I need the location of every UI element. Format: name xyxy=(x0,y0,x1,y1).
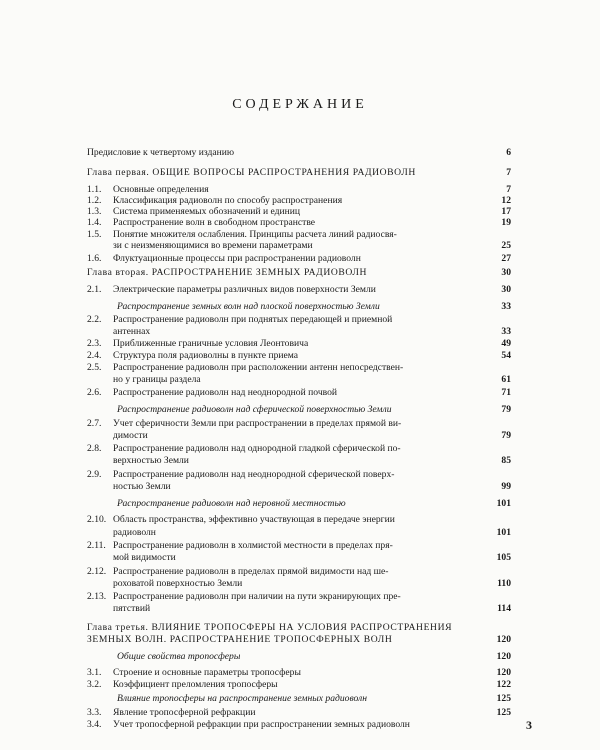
toc-page-number: 6 xyxy=(506,147,511,158)
toc-entry-text: димости xyxy=(113,430,148,441)
toc-page-number: 7 xyxy=(506,184,511,195)
toc-page-number: 101 xyxy=(496,527,511,538)
toc-entry-text: верхностью Земли xyxy=(113,455,189,466)
toc-section-number: 1.5. xyxy=(87,229,102,240)
toc-section-number: 1.1. xyxy=(87,184,102,195)
toc-entry-text: Учет тропосферной рефракции при распространении земных радиоволн xyxy=(113,719,410,730)
toc-section-number: 2.2. xyxy=(87,314,102,325)
toc-entry-text: Распространение радиоволн над неоднородной почвой xyxy=(113,387,338,398)
toc-page-number: 120 xyxy=(496,634,511,645)
toc-section-number: 3.4. xyxy=(87,719,102,730)
toc-subheading: Распространение радиоволн над неровной местностью xyxy=(117,498,346,509)
toc-section-number: 2.9. xyxy=(87,469,102,480)
toc-section-number: 2.8. xyxy=(87,443,102,454)
toc-page-number: 105 xyxy=(496,552,511,563)
toc-page-number: 79 xyxy=(501,404,511,415)
toc-entry-text: Распространение радиоволн в холмистой местности в пределах пря- xyxy=(113,540,393,551)
toc-chapter-title: Глава третья. ВЛИЯНИЕ ТРОПОСФЕРЫ НА УСЛОВИЯ РАСПРОСТРАНЕНИЯ xyxy=(87,622,453,633)
toc-entry-text: Распространение радиоволн над неоднородной сферической поверх- xyxy=(113,469,395,480)
toc-page-number: 125 xyxy=(496,707,511,718)
toc-section-number: 3.1. xyxy=(87,667,102,678)
toc-section-number: 2.3. xyxy=(87,338,102,349)
toc-entry-text: Явление тропосферной рефракции xyxy=(113,707,256,718)
toc-entry-text: мой видимости xyxy=(113,552,176,563)
toc-entry-text: Распространение радиоволн при поднятых передающей и приемной xyxy=(113,314,393,325)
toc-entry-text: Распространение радиоволн при расположении антенн непосредствен- xyxy=(113,362,404,373)
toc-page-number: 49 xyxy=(501,338,511,349)
toc-entry-text: но у границы раздела xyxy=(113,374,201,385)
toc-section-number: 2.7. xyxy=(87,418,102,429)
toc-page-number: 71 xyxy=(501,387,511,398)
toc-subheading: Влияние тропосферы на распространение земных радиоволн xyxy=(117,693,367,704)
toc-entry-text: Распространение волн в свободном пространстве xyxy=(113,217,316,228)
toc-section-number: 2.12. xyxy=(87,566,107,577)
toc-entry-text: Предисловие к четвертому изданию xyxy=(87,147,235,158)
toc-entry-text: ностью Земли xyxy=(113,481,171,492)
toc-entry-text: Коэффициент преломления тропосферы xyxy=(113,679,278,690)
toc-entry-text: Строение и основные параметры тропосферы xyxy=(113,667,301,678)
toc-entry-text: Учет сферичности Земли при распространении в пределах прямой ви- xyxy=(113,418,402,429)
toc-section-number: 2.10. xyxy=(87,514,107,525)
toc-page-number: 79 xyxy=(501,430,511,441)
toc-entry-text: зи с неизменяющимися во времени параметрами xyxy=(113,240,313,251)
toc-page-number: 110 xyxy=(497,578,511,589)
toc-subheading: Общие свойства тропосферы xyxy=(117,651,241,662)
toc-page-number: 12 xyxy=(501,195,511,206)
toc-page-number: 33 xyxy=(501,326,511,337)
toc-page-number: 27 xyxy=(501,253,511,264)
toc-page-number: 30 xyxy=(501,284,511,295)
toc-page-number: 114 xyxy=(497,603,511,614)
page-number: 3 xyxy=(526,718,532,732)
toc-section-number: 1.6. xyxy=(87,253,102,264)
toc-section-number: 3.3. xyxy=(87,707,102,718)
toc-section-number: 1.4. xyxy=(87,217,102,228)
toc-page-number: 25 xyxy=(501,240,511,251)
toc-subheading: Распространение земных волн над плоской поверхностью Земли xyxy=(117,301,380,312)
toc-page-number: 7 xyxy=(506,167,511,178)
toc-section-number: 2.11. xyxy=(87,540,106,551)
toc-entry-text: Основные определения xyxy=(113,184,209,195)
toc-entry-text: роховатой поверхностью Земли xyxy=(113,578,243,589)
toc-entry-text: Распространение радиоволн в пределах прямой видимости над ше- xyxy=(113,566,389,577)
toc-chapter-title: Глава вторая. РАСПРОСТРАНЕНИЕ ЗЕМНЫХ РАДИОВОЛН xyxy=(87,267,368,278)
toc-entry-text: Флуктуационные процессы при распространении радиоволн xyxy=(113,253,361,264)
toc-page-number: 17 xyxy=(501,206,511,217)
toc-entry-text: Структура поля радиоволны в пункте приема xyxy=(113,350,299,361)
toc-section-number: 2.13. xyxy=(87,591,107,602)
toc-page-number: 120 xyxy=(496,651,511,662)
toc-section-number: 2.5. xyxy=(87,362,102,373)
toc-page-number: 101 xyxy=(496,498,511,509)
toc-chapter-title: Глава первая. ОБЩИЕ ВОПРОСЫ РАСПРОСТРАНЕНИЯ РАДИОВОЛН xyxy=(87,167,416,178)
toc-entry-text: Классификация радиоволн по способу распространения xyxy=(113,195,343,206)
toc-page-number: 125 xyxy=(496,693,511,704)
toc-entry-text: Распространение радиоволн над однородной гладкой сферической по- xyxy=(113,443,401,454)
toc-entry-text: Приближенные граничные условия Леонтовича xyxy=(113,338,309,349)
toc-chapter-title: ЗЕМНЫХ ВОЛН. РАСПРОСТРАНЕНИЕ ТРОПОСФЕРНЫХ ВОЛН xyxy=(87,634,393,645)
toc-page-number: 99 xyxy=(501,481,511,492)
toc-page-number: 120 xyxy=(496,667,511,678)
toc-entry-text: пятствий xyxy=(113,603,151,614)
toc-page-number: 54 xyxy=(501,350,511,361)
page-title: СОДЕРЖАНИЕ xyxy=(232,97,368,112)
toc-page-number: 19 xyxy=(501,217,511,228)
toc-section-number: 2.1. xyxy=(87,284,102,295)
toc-section-number: 1.3. xyxy=(87,206,102,217)
toc-entry-text: Электрические параметры различных видов поверхности Земли xyxy=(113,284,376,295)
toc-section-number: 2.6. xyxy=(87,387,102,398)
toc-section-number: 3.2. xyxy=(87,679,102,690)
toc-section-number: 2.4. xyxy=(87,350,102,361)
toc-page-number: 30 xyxy=(501,267,511,278)
toc-entry-text: Система применяемых обозначений и единиц xyxy=(113,206,301,217)
toc-entry-text: Распространение радиоволн при наличии на пути экранирующих пре- xyxy=(113,591,401,602)
toc-page-number: 122 xyxy=(496,679,511,690)
toc-page-number: 61 xyxy=(501,374,511,385)
toc-section-number: 1.2. xyxy=(87,195,102,206)
toc-page-number: 85 xyxy=(501,455,511,466)
toc-entry-text: Понятие множителя ослабления. Принципы расчета линий радиосвя- xyxy=(113,229,397,240)
toc-page-number: 33 xyxy=(501,301,511,312)
toc-subheading: Распространение радиоволн над сферической поверхностью Земли xyxy=(117,404,392,415)
toc-entry-text: радиоволн xyxy=(113,527,156,538)
toc-entry-text: антеннах xyxy=(113,326,151,337)
toc-entry-text: Область пространства, эффективно участвующая в передаче энергии xyxy=(113,514,395,525)
